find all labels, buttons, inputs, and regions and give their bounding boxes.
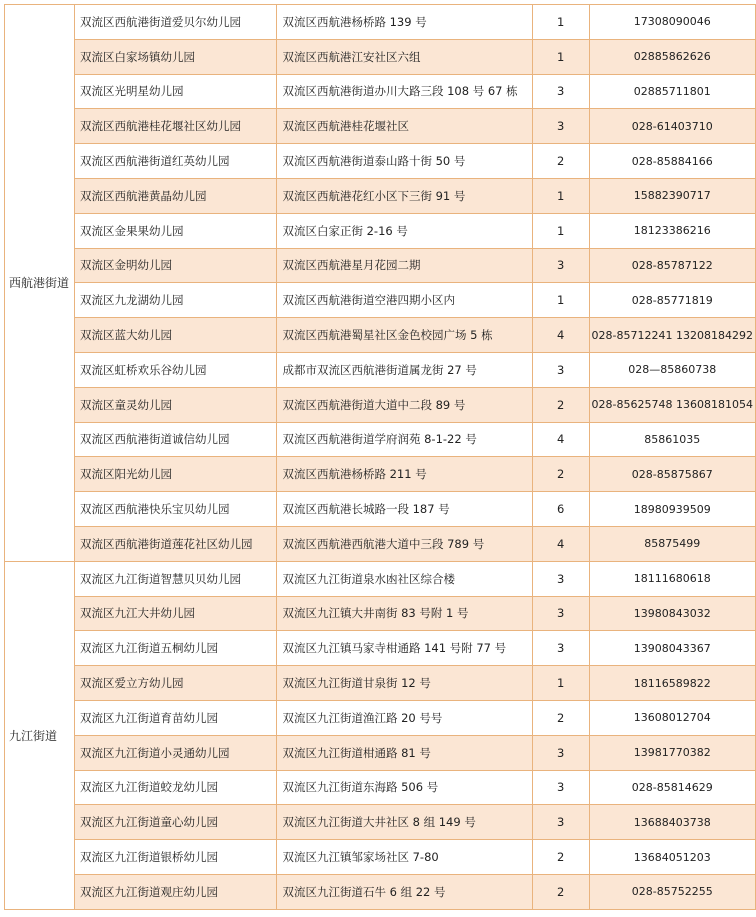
kindergarten-name-cell: 双流区九江街道育苗幼儿园 <box>75 700 277 735</box>
class-count-cell: 1 <box>532 178 589 213</box>
class-count-cell: 4 <box>532 526 589 561</box>
district-cell: 九江街道 <box>5 561 75 909</box>
address-cell: 双流区西航港街道大道中二段 89 号 <box>277 387 532 422</box>
phone-cell: 85875499 <box>589 526 755 561</box>
address-cell: 双流区西航港江安社区六组 <box>277 39 532 74</box>
district-cell: 西航港街道 <box>5 5 75 562</box>
phone-cell: 13688403738 <box>589 805 755 840</box>
kindergarten-table <box>4 4 756 910</box>
phone-cell: 13684051203 <box>589 840 755 875</box>
table-row <box>5 770 756 805</box>
phone-cell: 18123386216 <box>589 213 755 248</box>
phone-cell: 028-85771819 <box>589 283 755 318</box>
class-count-cell: 4 <box>532 422 589 457</box>
phone-cell: 85861035 <box>589 422 755 457</box>
kindergarten-name-cell: 双流区九江街道银桥幼儿园 <box>75 840 277 875</box>
phone-cell: 028-85752255 <box>589 874 755 909</box>
table-row <box>5 5 756 40</box>
table-row <box>5 666 756 701</box>
kindergarten-name-cell: 双流区阳光幼儿园 <box>75 457 277 492</box>
address-cell: 双流区九江街道柑通路 81 号 <box>277 735 532 770</box>
address-cell: 双流区西航港西航港大道中三段 789 号 <box>277 526 532 561</box>
kindergarten-name-cell: 双流区西航港街道莲花社区幼儿园 <box>75 526 277 561</box>
phone-cell: 028-85884166 <box>589 144 755 179</box>
phone-cell: 13908043367 <box>589 631 755 666</box>
table-row <box>5 874 756 909</box>
phone-cell: 18980939509 <box>589 492 755 527</box>
class-count-cell: 2 <box>532 700 589 735</box>
address-cell: 双流区西航港长城路一段 187 号 <box>277 492 532 527</box>
table-row <box>5 39 756 74</box>
phone-cell: 17308090046 <box>589 5 755 40</box>
table-row <box>5 74 756 109</box>
address-cell: 双流区西航港街道空港四期小区内 <box>277 283 532 318</box>
class-count-cell: 3 <box>532 735 589 770</box>
table-row <box>5 422 756 457</box>
phone-cell: 13608012704 <box>589 700 755 735</box>
phone-cell: 18116589822 <box>589 666 755 701</box>
address-cell: 双流区西航港蜀星社区金色校园广场 5 栋 <box>277 318 532 353</box>
address-cell: 双流区西航港花红小区下三街 91 号 <box>277 178 532 213</box>
phone-cell: 02885862626 <box>589 39 755 74</box>
phone-cell: 028-85625748 13608181054 <box>589 387 755 422</box>
kindergarten-name-cell: 双流区九江街道五桐幼儿园 <box>75 631 277 666</box>
table-row <box>5 596 756 631</box>
class-count-cell: 6 <box>532 492 589 527</box>
table-row <box>5 840 756 875</box>
phone-cell: 18111680618 <box>589 561 755 596</box>
kindergarten-name-cell: 双流区西航港黄晶幼儿园 <box>75 178 277 213</box>
phone-cell: 02885711801 <box>589 74 755 109</box>
table-body <box>5 5 756 910</box>
table-row <box>5 248 756 283</box>
class-count-cell: 3 <box>532 805 589 840</box>
class-count-cell: 3 <box>532 596 589 631</box>
address-cell: 双流区九江街道石牛 6 组 22 号 <box>277 874 532 909</box>
class-count-cell: 3 <box>532 561 589 596</box>
phone-cell: 028-85712241 13208184292 <box>589 318 755 353</box>
kindergarten-name-cell: 双流区金果果幼儿园 <box>75 213 277 248</box>
class-count-cell: 2 <box>532 387 589 422</box>
phone-cell: 028-61403710 <box>589 109 755 144</box>
kindergarten-name-cell: 双流区九江街道童心幼儿园 <box>75 805 277 840</box>
class-count-cell: 3 <box>532 770 589 805</box>
kindergarten-name-cell: 双流区童灵幼儿园 <box>75 387 277 422</box>
kindergarten-name-cell: 双流区白家场镇幼儿园 <box>75 39 277 74</box>
phone-cell: 028-85875867 <box>589 457 755 492</box>
address-cell: 双流区九江镇马家寺柑通路 141 号附 77 号 <box>277 631 532 666</box>
class-count-cell: 3 <box>532 352 589 387</box>
phone-cell: 028-85814629 <box>589 770 755 805</box>
class-count-cell: 1 <box>532 39 589 74</box>
class-count-cell: 2 <box>532 457 589 492</box>
kindergarten-name-cell: 双流区蓝大幼儿园 <box>75 318 277 353</box>
class-count-cell: 2 <box>532 840 589 875</box>
kindergarten-name-cell: 双流区光明星幼儿园 <box>75 74 277 109</box>
address-cell: 双流区西航港杨桥路 139 号 <box>277 5 532 40</box>
phone-cell: 028-85787122 <box>589 248 755 283</box>
address-cell: 双流区九江街道甘泉街 12 号 <box>277 666 532 701</box>
table-row <box>5 213 756 248</box>
address-cell: 成都市双流区西航港街道属龙街 27 号 <box>277 352 532 387</box>
address-cell: 双流区西航港街道学府润苑 8-1-22 号 <box>277 422 532 457</box>
address-cell: 双流区西航港街道办川大路三段 108 号 67 栋 <box>277 74 532 109</box>
address-cell: 双流区九江镇邹家场社区 7-80 <box>277 840 532 875</box>
kindergarten-name-cell: 双流区西航港街道红英幼儿园 <box>75 144 277 179</box>
kindergarten-name-cell: 双流区九江街道智慧贝贝幼儿园 <box>75 561 277 596</box>
address-cell: 双流区九江街道渔江路 20 号号 <box>277 700 532 735</box>
kindergarten-name-cell: 双流区虹桥欢乐谷幼儿园 <box>75 352 277 387</box>
table-row <box>5 457 756 492</box>
table-row <box>5 805 756 840</box>
address-cell: 双流区九江街道东海路 506 号 <box>277 770 532 805</box>
table-row <box>5 631 756 666</box>
kindergarten-name-cell: 双流区西航港桂花堰社区幼儿园 <box>75 109 277 144</box>
table-row <box>5 352 756 387</box>
class-count-cell: 1 <box>532 213 589 248</box>
address-cell: 双流区西航港星月花园二期 <box>277 248 532 283</box>
class-count-cell: 1 <box>532 283 589 318</box>
address-cell: 双流区九江街道大井社区 8 组 149 号 <box>277 805 532 840</box>
phone-cell: 028—85860738 <box>589 352 755 387</box>
class-count-cell: 3 <box>532 248 589 283</box>
table-row <box>5 492 756 527</box>
class-count-cell: 3 <box>532 74 589 109</box>
table-row <box>5 700 756 735</box>
address-cell: 双流区西航港桂花堰社区 <box>277 109 532 144</box>
phone-cell: 13981770382 <box>589 735 755 770</box>
kindergarten-name-cell: 双流区九江街道小灵通幼儿园 <box>75 735 277 770</box>
table-row <box>5 318 756 353</box>
kindergarten-name-cell: 双流区九江街道蛟龙幼儿园 <box>75 770 277 805</box>
address-cell: 双流区九江镇大井南街 83 号附 1 号 <box>277 596 532 631</box>
class-count-cell: 3 <box>532 631 589 666</box>
table-row <box>5 561 756 596</box>
kindergarten-name-cell: 双流区西航港街道诚信幼儿园 <box>75 422 277 457</box>
address-cell: 双流区九江街道泉水凼社区综合楼 <box>277 561 532 596</box>
kindergarten-name-cell: 双流区九江街道观庄幼儿园 <box>75 874 277 909</box>
table-row <box>5 735 756 770</box>
phone-cell: 13980843032 <box>589 596 755 631</box>
class-count-cell: 2 <box>532 144 589 179</box>
class-count-cell: 1 <box>532 666 589 701</box>
class-count-cell: 3 <box>532 109 589 144</box>
kindergarten-name-cell: 双流区西航港街道爱贝尔幼儿园 <box>75 5 277 40</box>
table-row <box>5 144 756 179</box>
table-row <box>5 387 756 422</box>
class-count-cell: 4 <box>532 318 589 353</box>
table-row <box>5 526 756 561</box>
kindergarten-name-cell: 双流区金明幼儿园 <box>75 248 277 283</box>
class-count-cell: 2 <box>532 874 589 909</box>
address-cell: 双流区西航港杨桥路 211 号 <box>277 457 532 492</box>
phone-cell: 15882390717 <box>589 178 755 213</box>
kindergarten-name-cell: 双流区西航港快乐宝贝幼儿园 <box>75 492 277 527</box>
address-cell: 双流区白家正街 2-16 号 <box>277 213 532 248</box>
table-row <box>5 178 756 213</box>
kindergarten-name-cell: 双流区九龙湖幼儿园 <box>75 283 277 318</box>
table-row <box>5 109 756 144</box>
kindergarten-name-cell: 双流区九江大井幼儿园 <box>75 596 277 631</box>
kindergarten-name-cell: 双流区爱立方幼儿园 <box>75 666 277 701</box>
table-row <box>5 283 756 318</box>
address-cell: 双流区西航港街道泰山路十街 50 号 <box>277 144 532 179</box>
class-count-cell: 1 <box>532 5 589 40</box>
